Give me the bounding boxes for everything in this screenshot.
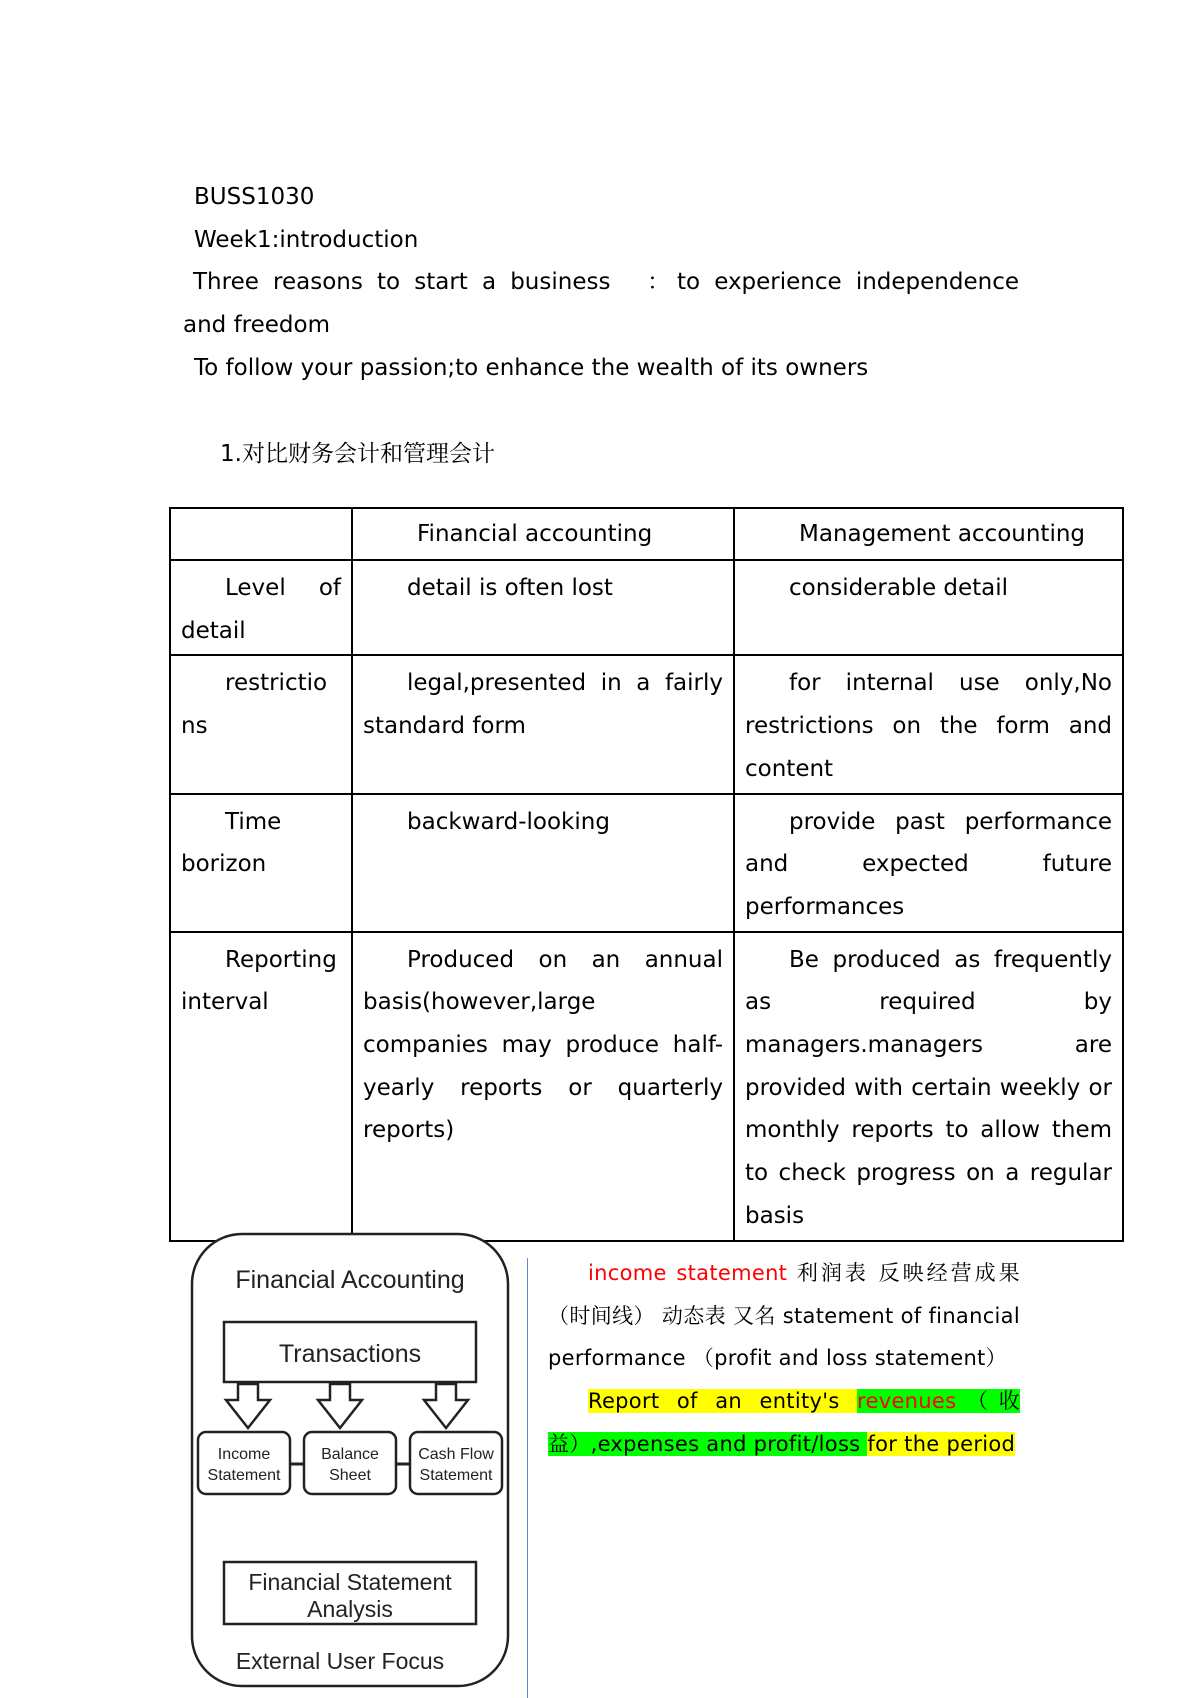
reasons-line-2: and freedom	[183, 312, 331, 338]
financial-cell: detail is often lost	[352, 560, 734, 655]
aspect-cell: Reporting interval	[170, 932, 352, 1241]
management-cell: considerable detail	[734, 560, 1123, 655]
financial-accounting-diagram	[190, 1232, 510, 1688]
cash-flow-box	[410, 1432, 502, 1494]
analysis-label-2: Analysis	[307, 1596, 393, 1622]
balance-sheet-box	[304, 1432, 396, 1494]
cash-flow-label-2: Statement	[419, 1467, 493, 1484]
note-term: income statement	[588, 1261, 788, 1285]
section-title: 1.对比财务会计和管理会计	[220, 441, 495, 467]
diagram-title: Financial Accounting	[235, 1266, 465, 1294]
income-statement-label-2: Statement	[207, 1467, 281, 1484]
header-cell-management: Management accounting	[734, 508, 1123, 560]
income-statement-box	[198, 1432, 290, 1494]
table-row	[170, 932, 1123, 1241]
balance-sheet-label-1: Balance	[321, 1446, 379, 1463]
comparison-table	[169, 507, 1124, 1242]
financial-cell: backward-looking	[352, 794, 734, 932]
note-report-text: Report of an entity's	[588, 1389, 858, 1414]
balance-sheet-label-2: Sheet	[329, 1467, 371, 1484]
reasons-line-3: To follow your passion;to enhance the wealth of its owners	[194, 355, 869, 381]
management-cell: Be produced as frequently as required by managers.managers are provided with certain weekly or monthly reports to allow them to check progress on a regular basis	[734, 932, 1123, 1241]
note-expenses: expenses and profit/loss	[597, 1431, 868, 1456]
table-row	[170, 794, 1123, 932]
management-cell: provide past performance and expected future performances	[734, 794, 1123, 932]
reasons-line-1: Three reasons to start a business ：to experience independence	[193, 269, 1019, 295]
note-period: for the period	[867, 1431, 1016, 1456]
table-header-row	[170, 508, 1123, 560]
note-revenues: revenues	[857, 1389, 957, 1414]
note-revenues-cn: （收益）,	[548, 1389, 1020, 1456]
transactions-label: Transactions	[278, 1340, 422, 1368]
financial-cell: legal,presented in a fairly standard form	[352, 655, 734, 793]
note-paragraph-2	[548, 1380, 1020, 1465]
note-description: 利润表 反映经营成果（时间线） 动态表 又名 statement of financial performance （profit and loss statement）	[548, 1261, 1020, 1371]
note-paragraph-1	[548, 1252, 1020, 1380]
week-title: Week1:introduction	[194, 227, 419, 253]
analysis-label-1: Financial Statement	[248, 1569, 452, 1595]
aspect-cell: Time borizon	[170, 794, 352, 932]
income-statement-label-1: Income	[217, 1446, 271, 1463]
table-row	[170, 560, 1123, 655]
aspect-cell: Level of detail	[170, 560, 352, 655]
course-code: BUSS1030	[194, 184, 315, 210]
diagram-footer: External User Focus	[235, 1648, 445, 1674]
income-statement-note	[548, 1252, 1020, 1466]
header-cell-financial: Financial accounting	[352, 508, 734, 560]
header-cell-empty	[170, 508, 352, 560]
column-divider	[527, 1258, 528, 1698]
aspect-cell: restrictions	[170, 655, 352, 793]
table-row	[170, 655, 1123, 793]
financial-cell: Produced on an annual basis(however,large companies may produce half-yearly reports or quarterly reports)	[352, 932, 734, 1241]
management-cell: for internal use only,No restrictions on the form and content	[734, 655, 1123, 793]
cash-flow-label-1: Cash Flow	[418, 1446, 494, 1463]
